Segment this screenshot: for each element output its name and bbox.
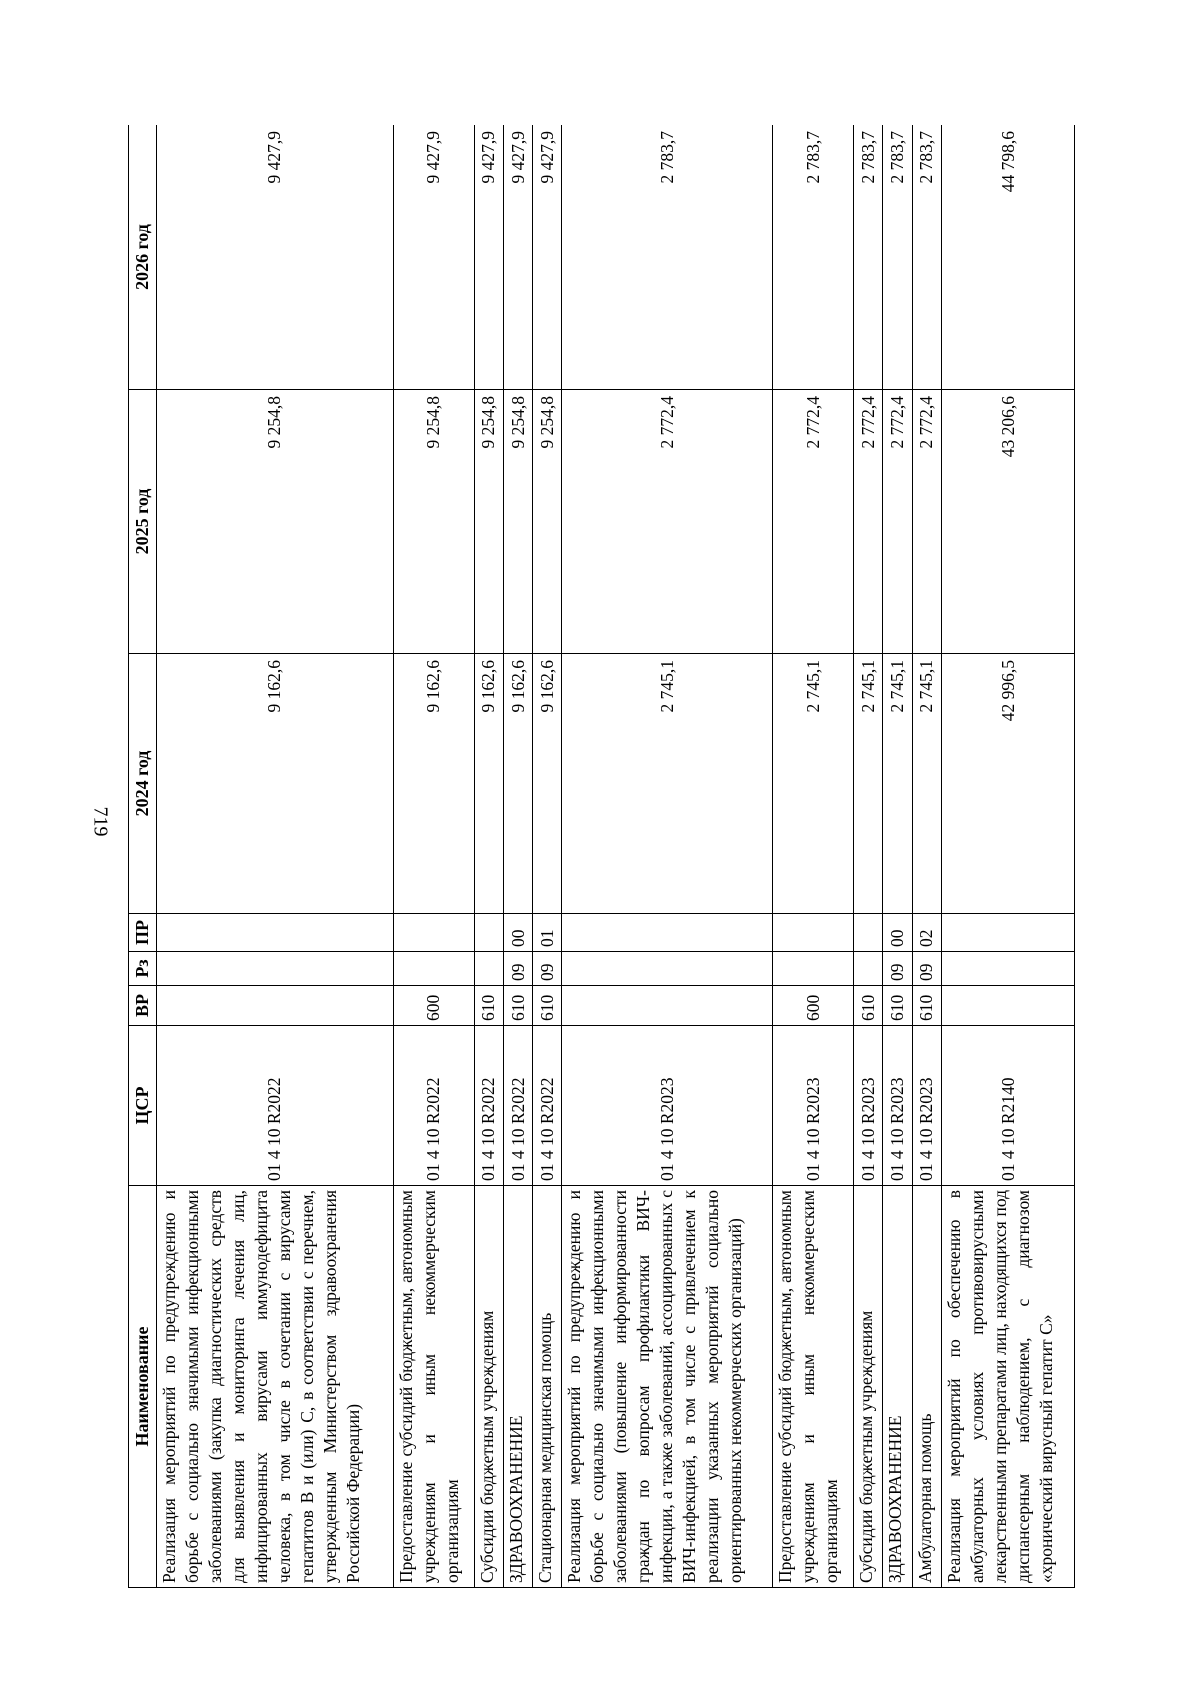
cell-pr: 02 — [912, 914, 941, 952]
cell-vr: 610 — [503, 986, 532, 1026]
cell-vr: 610 — [912, 986, 941, 1026]
cell-vr: 610 — [533, 986, 562, 1026]
cell-2026: 9 427,9 — [503, 125, 532, 390]
cell-2026: 9 427,9 — [533, 125, 562, 390]
cell-vr: 610 — [854, 986, 883, 1026]
table-row — [883, 125, 912, 1588]
cell-pr — [157, 914, 394, 952]
cell-csr: 01 4 10 R2140 — [942, 1026, 1075, 1186]
cell-2025: 9 254,8 — [533, 390, 562, 654]
cell-rz — [854, 952, 883, 986]
cell-rz — [942, 952, 1075, 986]
table-row — [503, 125, 532, 1588]
table-row — [474, 125, 503, 1588]
cell-vr: 600 — [393, 986, 474, 1026]
cell-name: Предоставление субсидий бюджетным, автономным учреждениям и иным некоммерческим организациям — [393, 1186, 474, 1588]
cell-2026: 44 798,6 — [942, 125, 1075, 390]
cell-rz — [474, 952, 503, 986]
cell-vr — [157, 986, 394, 1026]
cell-vr: 600 — [773, 986, 854, 1026]
header-csr: ЦСР — [129, 1026, 157, 1186]
cell-2024: 9 162,6 — [393, 654, 474, 914]
cell-pr — [773, 914, 854, 952]
header-name: Наименование — [129, 1186, 157, 1588]
header-2026: 2026 год — [129, 125, 157, 390]
table-row — [157, 125, 394, 1588]
header-pr: ПР — [129, 914, 157, 952]
cell-2025: 2 772,4 — [773, 390, 854, 654]
cell-2025: 2 772,4 — [912, 390, 941, 654]
cell-2024: 2 745,1 — [562, 654, 773, 914]
cell-name: ЗДРАВООХРАНЕНИЕ — [883, 1186, 912, 1588]
page-number: 719 — [89, 806, 112, 837]
cell-rz — [562, 952, 773, 986]
cell-2025: 2 772,4 — [883, 390, 912, 654]
cell-csr: 01 4 10 R2023 — [883, 1026, 912, 1186]
cell-2025: 43 206,6 — [942, 390, 1075, 654]
header-2025: 2025 год — [129, 390, 157, 654]
cell-name: Реализация мероприятий по предупреждению и борьбе с социально значимыми инфекционными заболеваниями (повышение информированности граждан по вопросам профилактики ВИЧ-инфекции, а также заболеваний, ассоциированных с ВИЧ-инфекцией, в том числе с привлечением к реализации указанных мероприятий социально ориентированных некоммерческих организаций) — [562, 1186, 773, 1588]
cell-rz: 09 — [503, 952, 532, 986]
cell-rz — [393, 952, 474, 986]
table-row — [912, 125, 941, 1588]
cell-name: Предоставление субсидий бюджетным, автономным учреждениям и иным некоммерческим организациям — [773, 1186, 854, 1588]
cell-name: Субсидии бюджетным учреждениям — [474, 1186, 503, 1588]
cell-2026: 2 783,7 — [912, 125, 941, 390]
cell-rz — [157, 952, 394, 986]
cell-2025: 9 254,8 — [157, 390, 394, 654]
cell-2026: 2 783,7 — [773, 125, 854, 390]
cell-rz: 09 — [912, 952, 941, 986]
cell-2026: 2 783,7 — [854, 125, 883, 390]
cell-2024: 42 996,5 — [942, 654, 1075, 914]
cell-name: Амбулаторная помощь — [912, 1186, 941, 1588]
cell-2026: 9 427,9 — [393, 125, 474, 390]
table-row — [773, 125, 854, 1588]
cell-2024: 2 745,1 — [773, 654, 854, 914]
cell-pr — [854, 914, 883, 952]
cell-pr — [474, 914, 503, 952]
cell-rz: 09 — [533, 952, 562, 986]
cell-pr: 00 — [883, 914, 912, 952]
cell-csr: 01 4 10 R2023 — [912, 1026, 941, 1186]
cell-2024: 2 745,1 — [912, 654, 941, 914]
cell-2026: 9 427,9 — [157, 125, 394, 390]
table-row — [854, 125, 883, 1588]
cell-vr — [562, 986, 773, 1026]
cell-2025: 9 254,8 — [393, 390, 474, 654]
table-row — [533, 125, 562, 1588]
cell-csr: 01 4 10 R2022 — [533, 1026, 562, 1186]
cell-csr: 01 4 10 R2022 — [474, 1026, 503, 1186]
cell-name: ЗДРАВООХРАНЕНИЕ — [503, 1186, 532, 1588]
cell-vr — [942, 986, 1075, 1026]
cell-2024: 2 745,1 — [854, 654, 883, 914]
cell-2024: 2 745,1 — [883, 654, 912, 914]
cell-csr: 01 4 10 R2022 — [503, 1026, 532, 1186]
cell-pr — [562, 914, 773, 952]
cell-pr — [393, 914, 474, 952]
cell-csr: 01 4 10 R2022 — [393, 1026, 474, 1186]
cell-2024: 9 162,6 — [503, 654, 532, 914]
header-rz: Рз — [129, 952, 157, 986]
cell-pr — [942, 914, 1075, 952]
cell-2025: 2 772,4 — [562, 390, 773, 654]
budget-table — [128, 125, 1075, 1588]
cell-2026: 2 783,7 — [562, 125, 773, 390]
cell-vr: 610 — [883, 986, 912, 1026]
cell-csr: 01 4 10 R2023 — [562, 1026, 773, 1186]
table-viewport — [128, 125, 1075, 1588]
cell-2026: 9 427,9 — [474, 125, 503, 390]
cell-2024: 9 162,6 — [157, 654, 394, 914]
table-row — [942, 125, 1075, 1588]
table-row — [393, 125, 474, 1588]
cell-2025: 2 772,4 — [854, 390, 883, 654]
cell-csr: 01 4 10 R2022 — [157, 1026, 394, 1186]
cell-csr: 01 4 10 R2023 — [854, 1026, 883, 1186]
cell-2026: 2 783,7 — [883, 125, 912, 390]
header-vr: ВР — [129, 986, 157, 1026]
cell-name: Стационарная медицинская помощь — [533, 1186, 562, 1588]
header-2024: 2024 год — [129, 654, 157, 914]
cell-rz — [773, 952, 854, 986]
rotated-table-container — [128, 125, 1075, 1588]
cell-name: Реализация мероприятий по обеспечению в амбулаторных условиях противовирусными лекарственными препаратами лиц, находящихся под диспансерным наблюдением, с диагнозом «хронический вирусный гепатит С» — [942, 1186, 1075, 1588]
cell-pr: 00 — [503, 914, 532, 952]
table-row — [562, 125, 773, 1588]
cell-rz: 09 — [883, 952, 912, 986]
cell-name: Реализация мероприятий по предупреждению и борьбе с социально значимыми инфекционными заболеваниями (закупка диагностических средств для выявления и мониторинга лечения лиц, инфицированных вирусами иммунодефицита человека, в том числе в сочетании с вирусами гепатитов B и (или) C, в соответствии с перечнем, утвержденным Министерством здравоохранения Российской Федерации) — [157, 1186, 394, 1588]
cell-2025: 9 254,8 — [474, 390, 503, 654]
cell-2025: 9 254,8 — [503, 390, 532, 654]
table-header-row — [129, 125, 157, 1588]
cell-pr: 01 — [533, 914, 562, 952]
cell-name: Субсидии бюджетным учреждениям — [854, 1186, 883, 1588]
cell-vr: 610 — [474, 986, 503, 1026]
cell-2024: 9 162,6 — [533, 654, 562, 914]
cell-2024: 9 162,6 — [474, 654, 503, 914]
cell-csr: 01 4 10 R2023 — [773, 1026, 854, 1186]
